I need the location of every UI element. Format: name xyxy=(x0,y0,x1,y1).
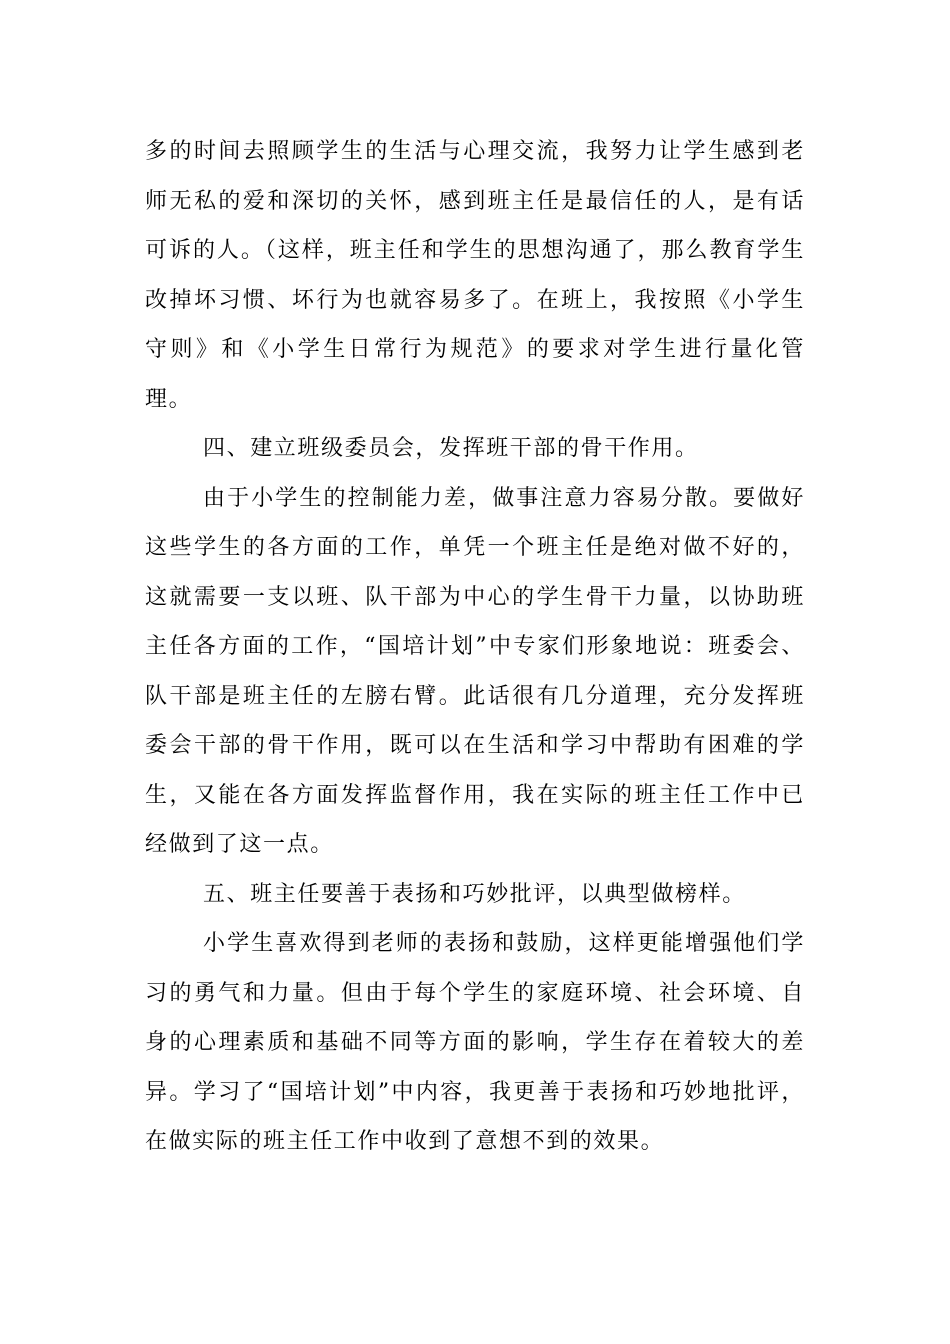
paragraph-class-committee: 由于小学生的控制能力差，做事注意力容易分散。要做好这些学生的各方面的工作，单凭一个班主任是绝对做不好的，这就需要一支以班、队干部为中心的学生骨干力量，以协助班主任各方面的工作，“国培计划”中专家们形象地说：班委会、队干部是班主任的左膀右臂。此话很有几分道理，充分发挥班委会干部的骨干作用，既可以在生活和学习中帮助有困难的学生，又能在各方面发挥监督作用，我在实际的班主任工作中已经做到了这一点。 xyxy=(145,485,805,857)
document-body xyxy=(145,127,805,1167)
section-heading-four: 四、建立班级委员会，发挥班干部的骨干作用。 xyxy=(203,436,699,461)
paragraph-continued: 多的时间去照顾学生的生活与心理交流，我努力让学生感到老师无私的爱和深切的关怀，感到班主任是最信任的人，是有话可诉的人。（这样，班主任和学生的思想沟通了，那么教育学生改掉坏习惯、坏行为也就容易多了。在班上，我按照《小学生守则》和《小学生日常行为规范》的要求对学生进行量化管理。 xyxy=(145,139,805,412)
paragraph-praise-criticism: 小学生喜欢得到老师的表扬和鼓励，这样更能增强他们学习的勇气和力量。但由于每个学生的家庭环境、社会环境、自身的心理素质和基础不同等方面的影响，学生存在着较大的差异。学习了“国培计划”中内容，我更善于表扬和巧妙地批评，在做实际的班主任工作中收到了意想不到的效果。 xyxy=(145,931,805,1154)
section-heading-five: 五、班主任要善于表扬和巧妙批评，以典型做榜样。 xyxy=(203,881,746,907)
